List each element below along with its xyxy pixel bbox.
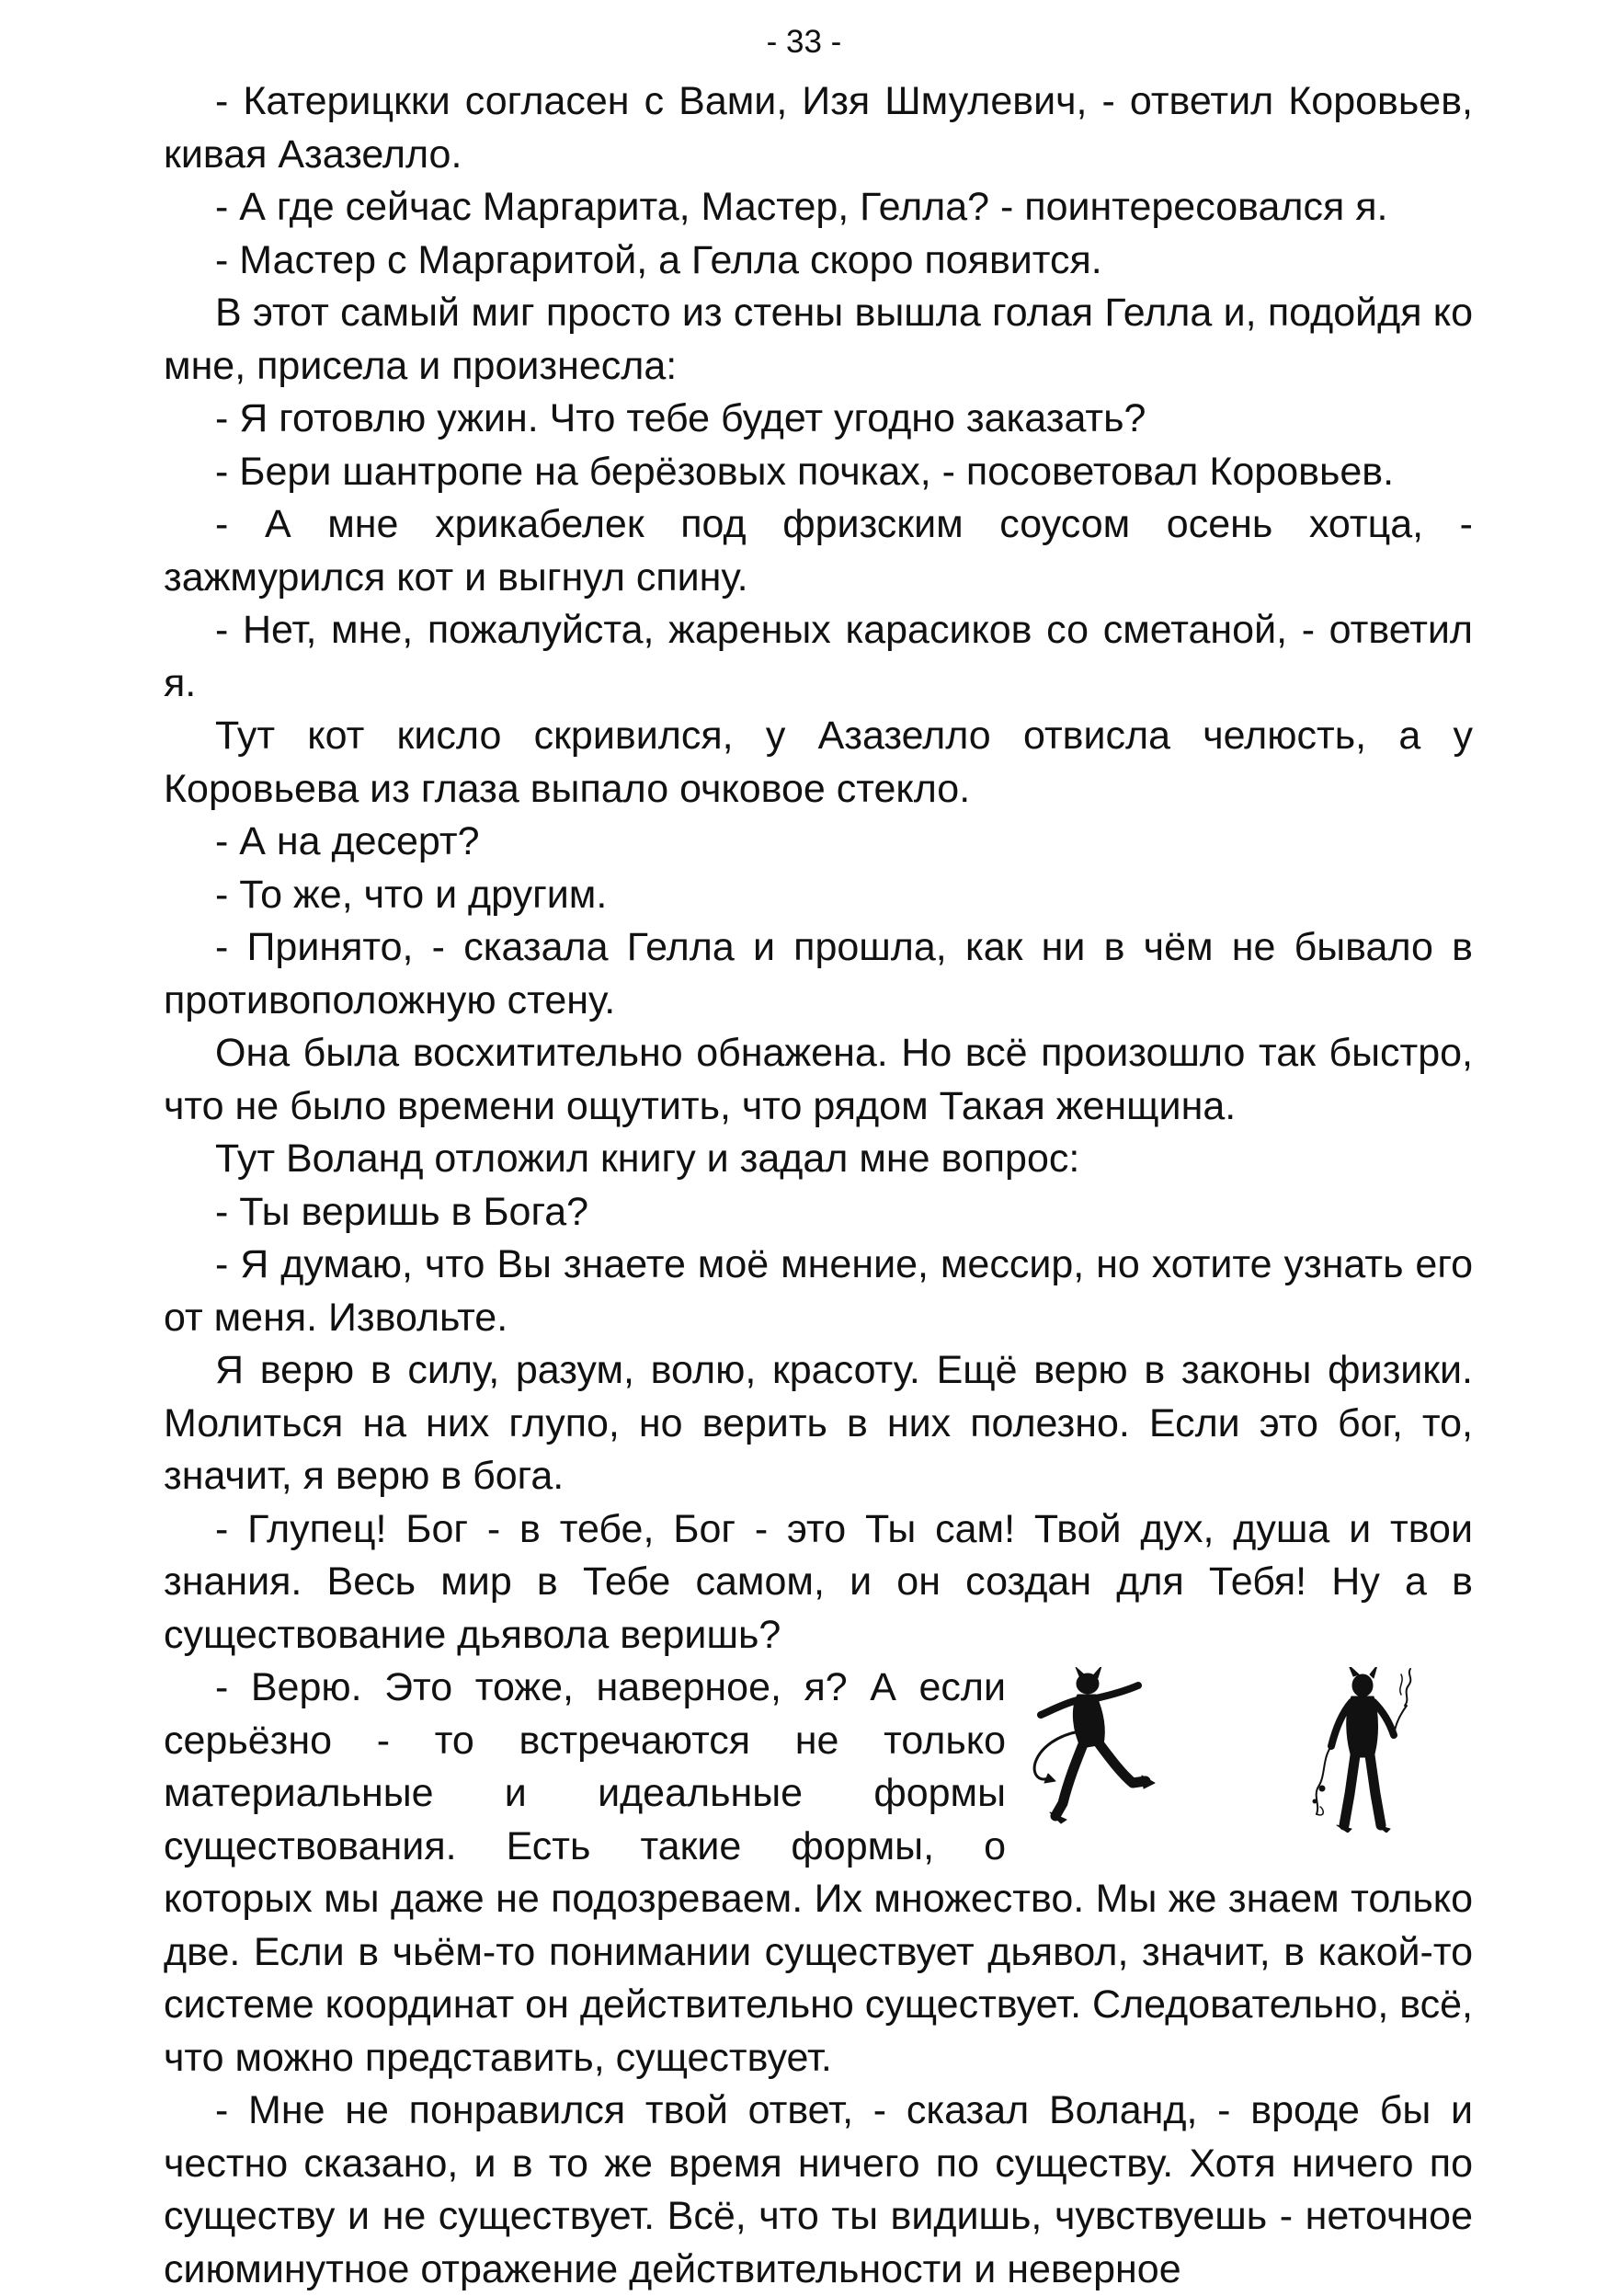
paragraph: Тут кот кисло скривился, у Азазелло отвисла челюсть, а у Коровьева из глаза выпало очковое стекло. — [164, 714, 1473, 811]
page-number: - 33 - — [766, 24, 842, 60]
body-text — [164, 75, 1473, 2296]
dancing-devil-icon — [1022, 1667, 1160, 1828]
standing-devil-icon — [1298, 1667, 1436, 1833]
paragraph: - Глупец! Бог - в тебе, Бог - это Ты сам! Твой дух, душа и твои знания. Весь мир в Тебе самом, и он создан для Тебя! Ну а в существование дьявола веришь? — [164, 1506, 1473, 1657]
paragraph: В этот самый миг просто из стены вышла голая Гелла и, подойдя ко мне, присела и произнесла: — [164, 291, 1473, 388]
paragraph: - Принято, - сказала Гелла и прошла, как ни в чём не бывало в противоположную стену. — [164, 925, 1473, 1022]
paragraph: - Катерицкки согласен с Вами, Изя Шмулевич, - ответил Коровьев, кивая Азазелло. — [164, 79, 1473, 177]
paragraph: - А где сейчас Маргарита, Мастер, Гелла? - поинтересовался я. — [215, 185, 1388, 229]
paragraph: - Мастер с Маргаритой, а Гелла скоро появится. — [215, 237, 1102, 282]
paragraph: - Я готовлю ужин. Что тебе будет угодно заказать? — [215, 396, 1146, 440]
paragraph: Я верю в силу, разум, волю, красоту. Ещё верю в законы физики. Молиться на них глупо, но верить в них полезно. Если это бог, то, значит, я верю в бога. — [164, 1348, 1473, 1498]
paragraph: - А мне хрикабелек под фризским соусом осень хотца, - зажмурился кот и выгнул спину. — [164, 502, 1473, 600]
paragraph: - Ты веришь в Бога? — [215, 1189, 589, 1234]
paragraph: - Верю. Это тоже, наверное, я? А если серьёзно - то встречаются не только материальные и идеальные формы существования. Есть такие формы, о которых мы даже не подозреваем. Их множество. Мы же знаем только две. Если в чьём-то понимании существует дьявол, значит, в какой-то системе координат он действительно существует. Следовательно, всё, что можно представить, существует. — [164, 1665, 1473, 2080]
paragraph: - То же, что и другим. — [215, 872, 608, 917]
paragraph: Она была восхитительно обнажена. Но всё произошло так быстро, что не было времени ощутить, что рядом Такая женщина. — [164, 1031, 1473, 1128]
paragraph: - Бери шантропе на берёзовых почках, - посоветовал Коровьев. — [215, 449, 1395, 494]
paragraph: - Нет, мне, пожалуйста, жареных карасиков со сметаной, - ответил я. — [164, 608, 1473, 705]
paragraph: - Я думаю, что Вы знаете моё мнение, мессир, но хотите узнать его от меня. Извольте. — [164, 1242, 1473, 1340]
devils-illustration — [1022, 1667, 1482, 1833]
paragraph: Тут Воланд отложил книгу и задал мне вопрос: — [215, 1137, 1080, 1181]
paragraph: - Мне не понравился твой ответ, - сказал Воланд, - вроде бы и честно сказано, и в то же время ничего по существу. Хотя ничего по существу и не существует. Всё, что ты видишь, чувствуешь - неточное сиюминутное отражение действительности и неверное — [164, 2088, 1473, 2291]
paragraph: - А на десерт? — [215, 819, 480, 863]
